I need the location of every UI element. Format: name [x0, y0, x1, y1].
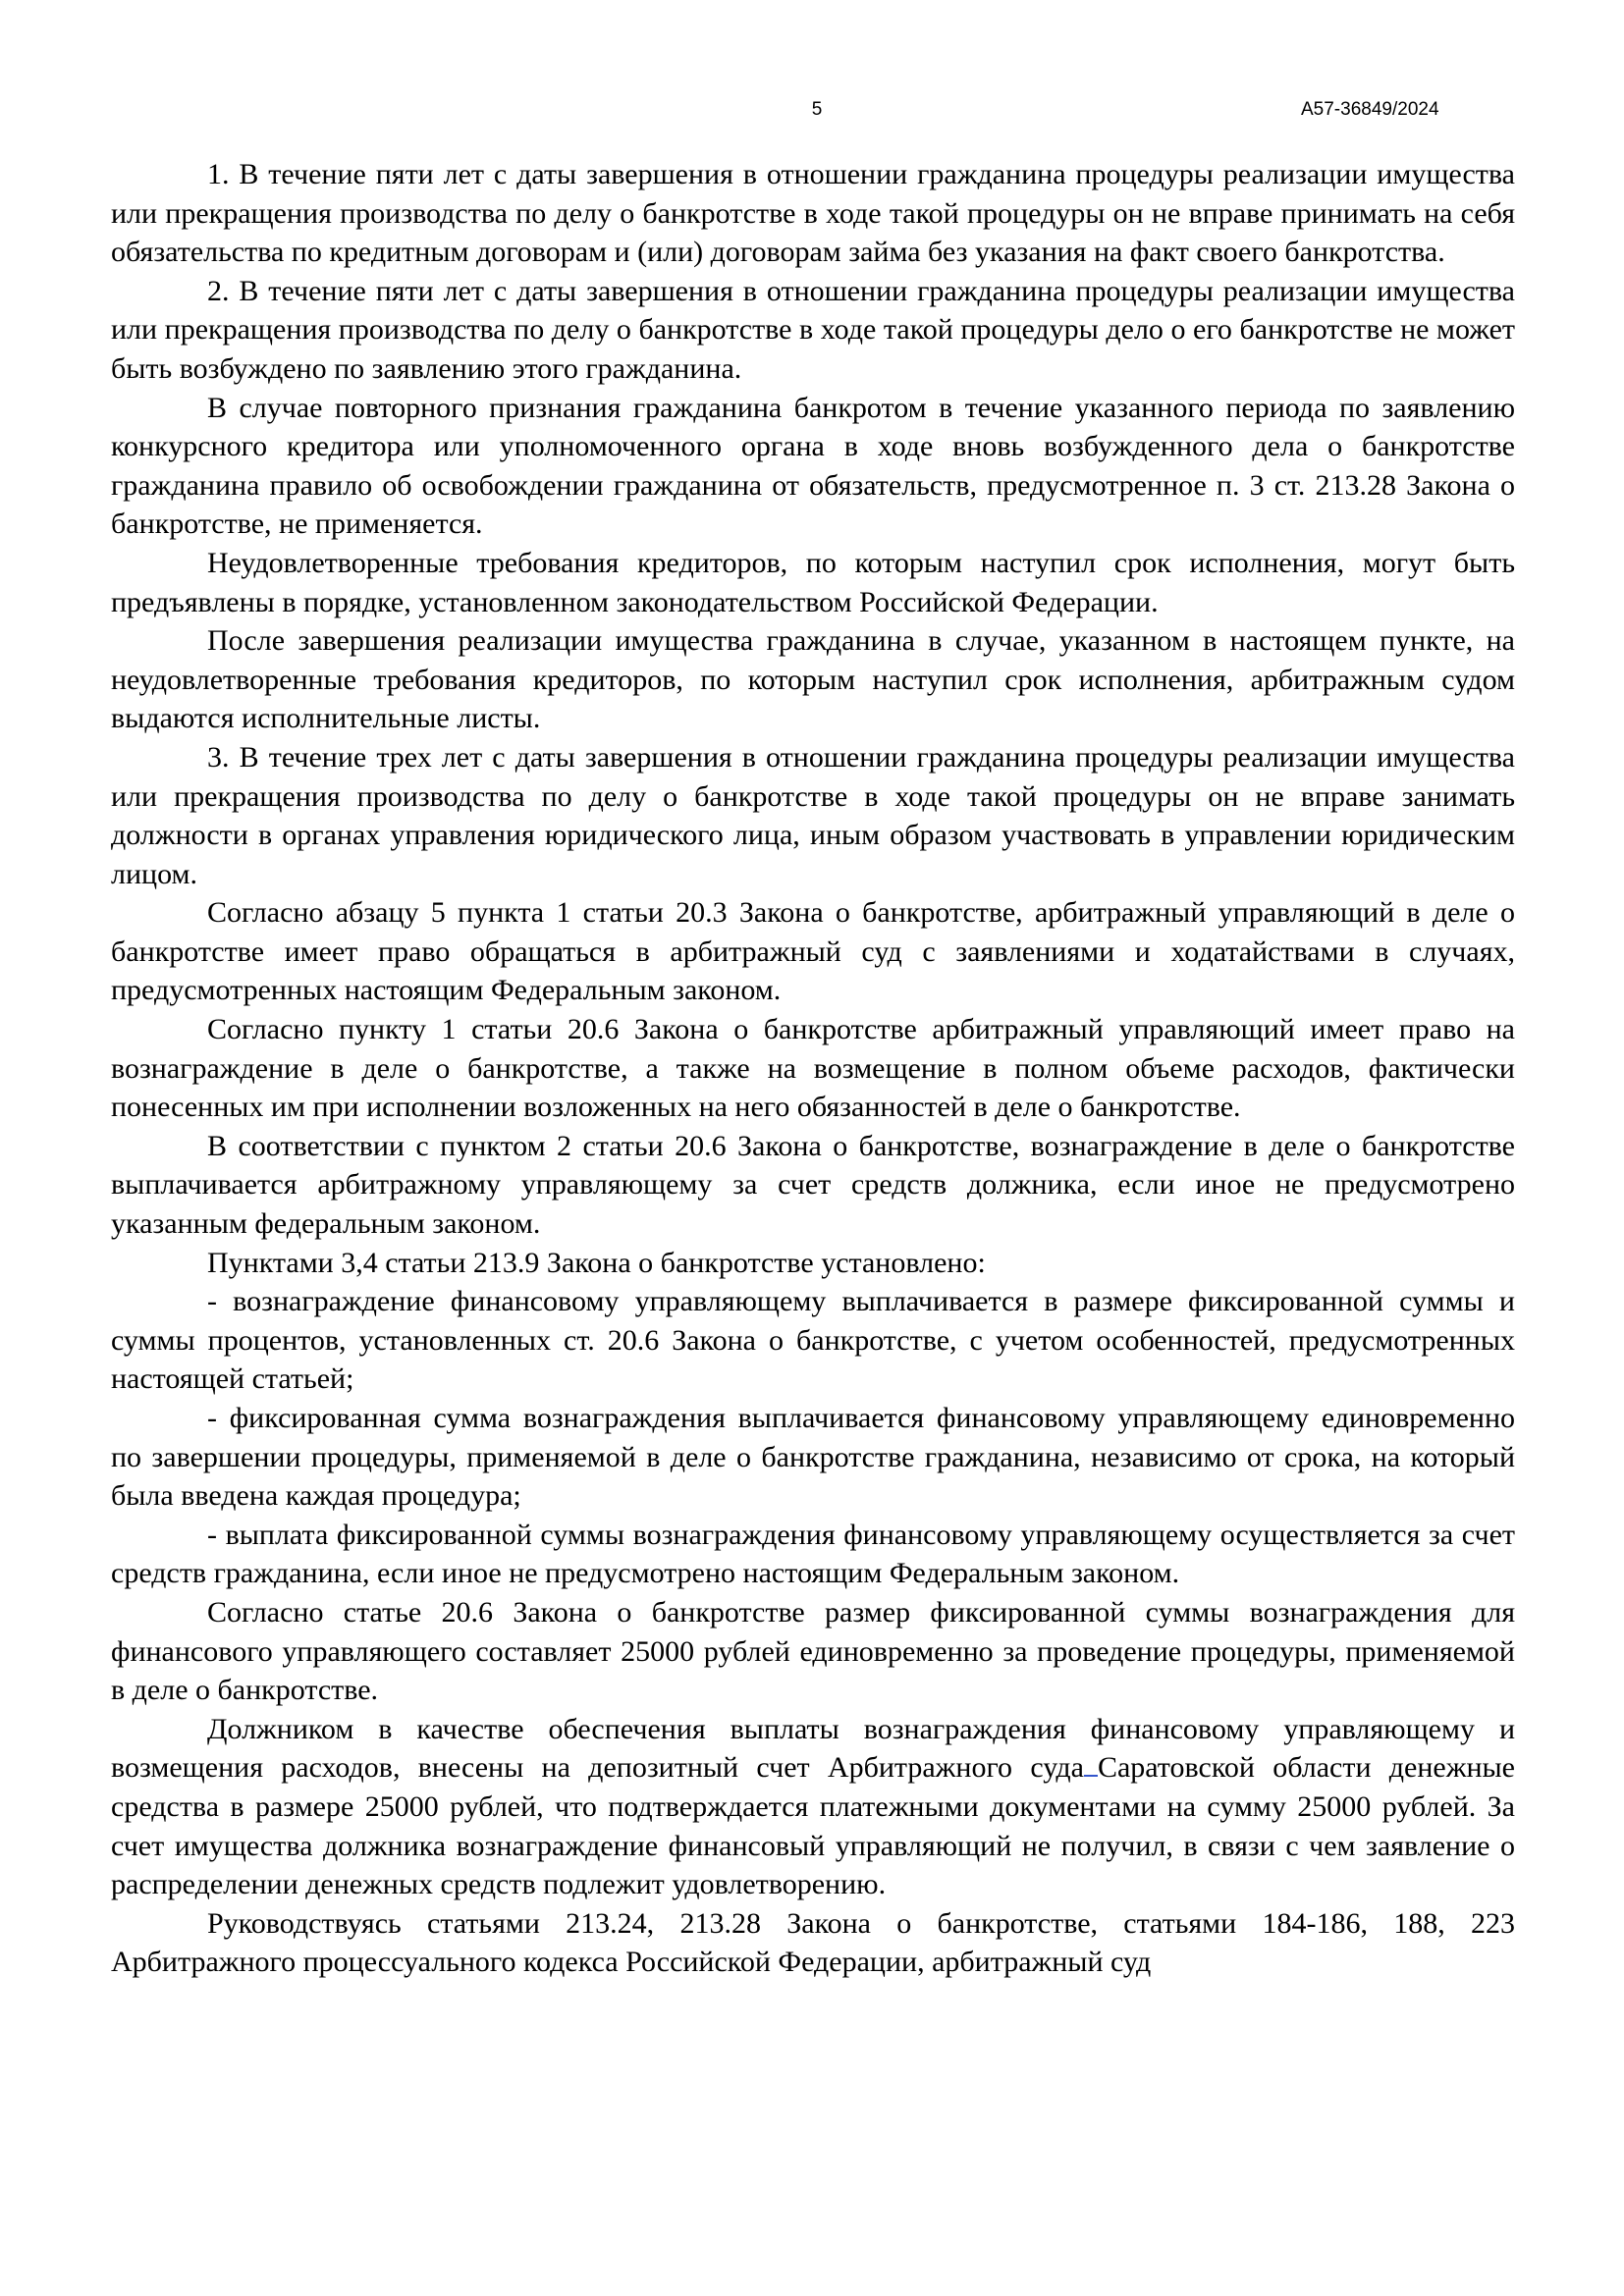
paragraph-8: Согласно пункту 1 статьи 20.6 Закона о банкротстве арбитражный управляющий имеет право на вознаграждение в деле о банкротстве, а также на возмещение в полном объеме расходов, фактически понесенных им при исполнении возложенных на него обязанностей в деле о банкротстве. — [111, 1013, 1515, 1124]
paragraph-2: 2. В течение пяти лет с даты завершения в отношении гражданина процедуры реализации имущества или прекращения производства по делу о банкротстве в ходе такой процедуры дело о его банкротстве не может быть возбуждено по заявлению этого гражданина. — [111, 274, 1515, 385]
case-number: А57-36849/2024 — [1301, 99, 1439, 120]
page-number: 5 — [811, 99, 823, 120]
closing-paragraph: Руководствуясь статьями 213.24, 213.28 Закона о банкротстве, статьями 184-186, 188, 223 Арбитражного процессуального кодекса Российской Федерации, арбитражный суд — [111, 1906, 1515, 1979]
paragraph-14: Согласно статье 20.6 Закона о банкротстве размер фиксированной суммы вознаграждения для финансового управляющего составляет 25000 рублей единовременно за проведение процедуры, применяемой в деле о банкротстве. — [111, 1595, 1515, 1707]
hyperlink-underline — [1084, 1751, 1098, 1777]
deposit-paragraph-start: Должником в качестве обеспечения выплаты вознаграждения финансовому управляющему и возмещения расходов, внесены на депозитный счет Арбитражного суда — [111, 1712, 1515, 1785]
paragraph-12: - фиксированная сумма вознаграждения выплачивается финансовому управляющему единовременно по завершении процедуры, применяемой в деле о банкротстве гражданина, независимо от срока, на который была введена каждая процедура; — [111, 1402, 1515, 1513]
deposit-paragraph — [111, 1710, 1515, 1904]
paragraph-3: В случае повторного признания гражданина банкротом в течение указанного периода по заявлению конкурсного кредитора или уполномоченного органа в ходе вновь возбужденного дела о банкротстве гражданина правило об освобождении гражданина от обязательств, предусмотренное п. 3 ст. 213.28 Закона о банкротстве, не применяется. — [111, 391, 1515, 541]
paragraph-1: 1. В течение пяти лет с даты завершения в отношении гражданина процедуры реализации имущества или прекращения производства по делу о банкротстве в ходе такой процедуры он не вправе принимать на себя обязательства по кредитным договорам и (или) договорам займа без указания на факт своего банкротства. — [111, 158, 1515, 269]
deposit-paragraph-end: Саратовской области денежные средства в размере 25000 рублей, что подтверждается платежными документами на сумму 25000 рублей. За счет имущества должника вознаграждение финансовый управляющий не получил, в связи с чем заявление о распределении денежных средств подлежит удовлетворению. — [111, 1751, 1515, 1901]
paragraph-9: В соответствии с пунктом 2 статьи 20.6 Закона о банкротстве, вознаграждение в деле о банкротстве выплачивается арбитражному управляющему за счет средств должника, если иное не предусмотрено указанным федеральным законом. — [111, 1129, 1515, 1241]
document-body — [111, 155, 1515, 1982]
paragraph-11: - вознаграждение финансовому управляющему выплачивается в размере фиксированной суммы и суммы процентов, установленных ст. 20.6 Закона о банкротстве, с учетом особенностей, предусмотренных настоящей статьей; — [111, 1285, 1515, 1396]
paragraph-4: Неудовлетворенные требования кредиторов, по которым наступил срок исполнения, могут быть предъявлены в порядке, установленном законодательством Российской Федерации. — [111, 546, 1515, 618]
paragraph-7: Согласно абзацу 5 пункта 1 статьи 20.3 Закона о банкротстве, арбитражный управляющий в деле о банкротстве имеет право обращаться в арбитражный суд с заявлениями и ходатайствами в случаях, предусмотренных настоящим Федеральным законом. — [111, 896, 1515, 1007]
paragraph-10: Пунктами 3,4 статьи 213.9 Закона о банкротстве установлено: — [207, 1246, 986, 1279]
paragraph-5: После завершения реализации имущества гражданина в случае, указанном в настоящем пункте, на неудовлетворенные требования кредиторов, по которым наступил срок исполнения, арбитражным судом выдаются исполнительные листы. — [111, 624, 1515, 735]
paragraph-6: 3. В течение трех лет с даты завершения в отношении гражданина процедуры реализации имущества или прекращения производства по делу о банкротстве в ходе такой процедуры он не вправе занимать должности в органах управления юридического лица, иным образом участвовать в управлении юридическим лицом. — [111, 740, 1515, 890]
paragraph-13: - выплата фиксированной суммы вознаграждения финансовому управляющему осуществляется за счет средств гражданина, если иное не предусмотрено настоящим Федеральным законом. — [111, 1518, 1515, 1590]
